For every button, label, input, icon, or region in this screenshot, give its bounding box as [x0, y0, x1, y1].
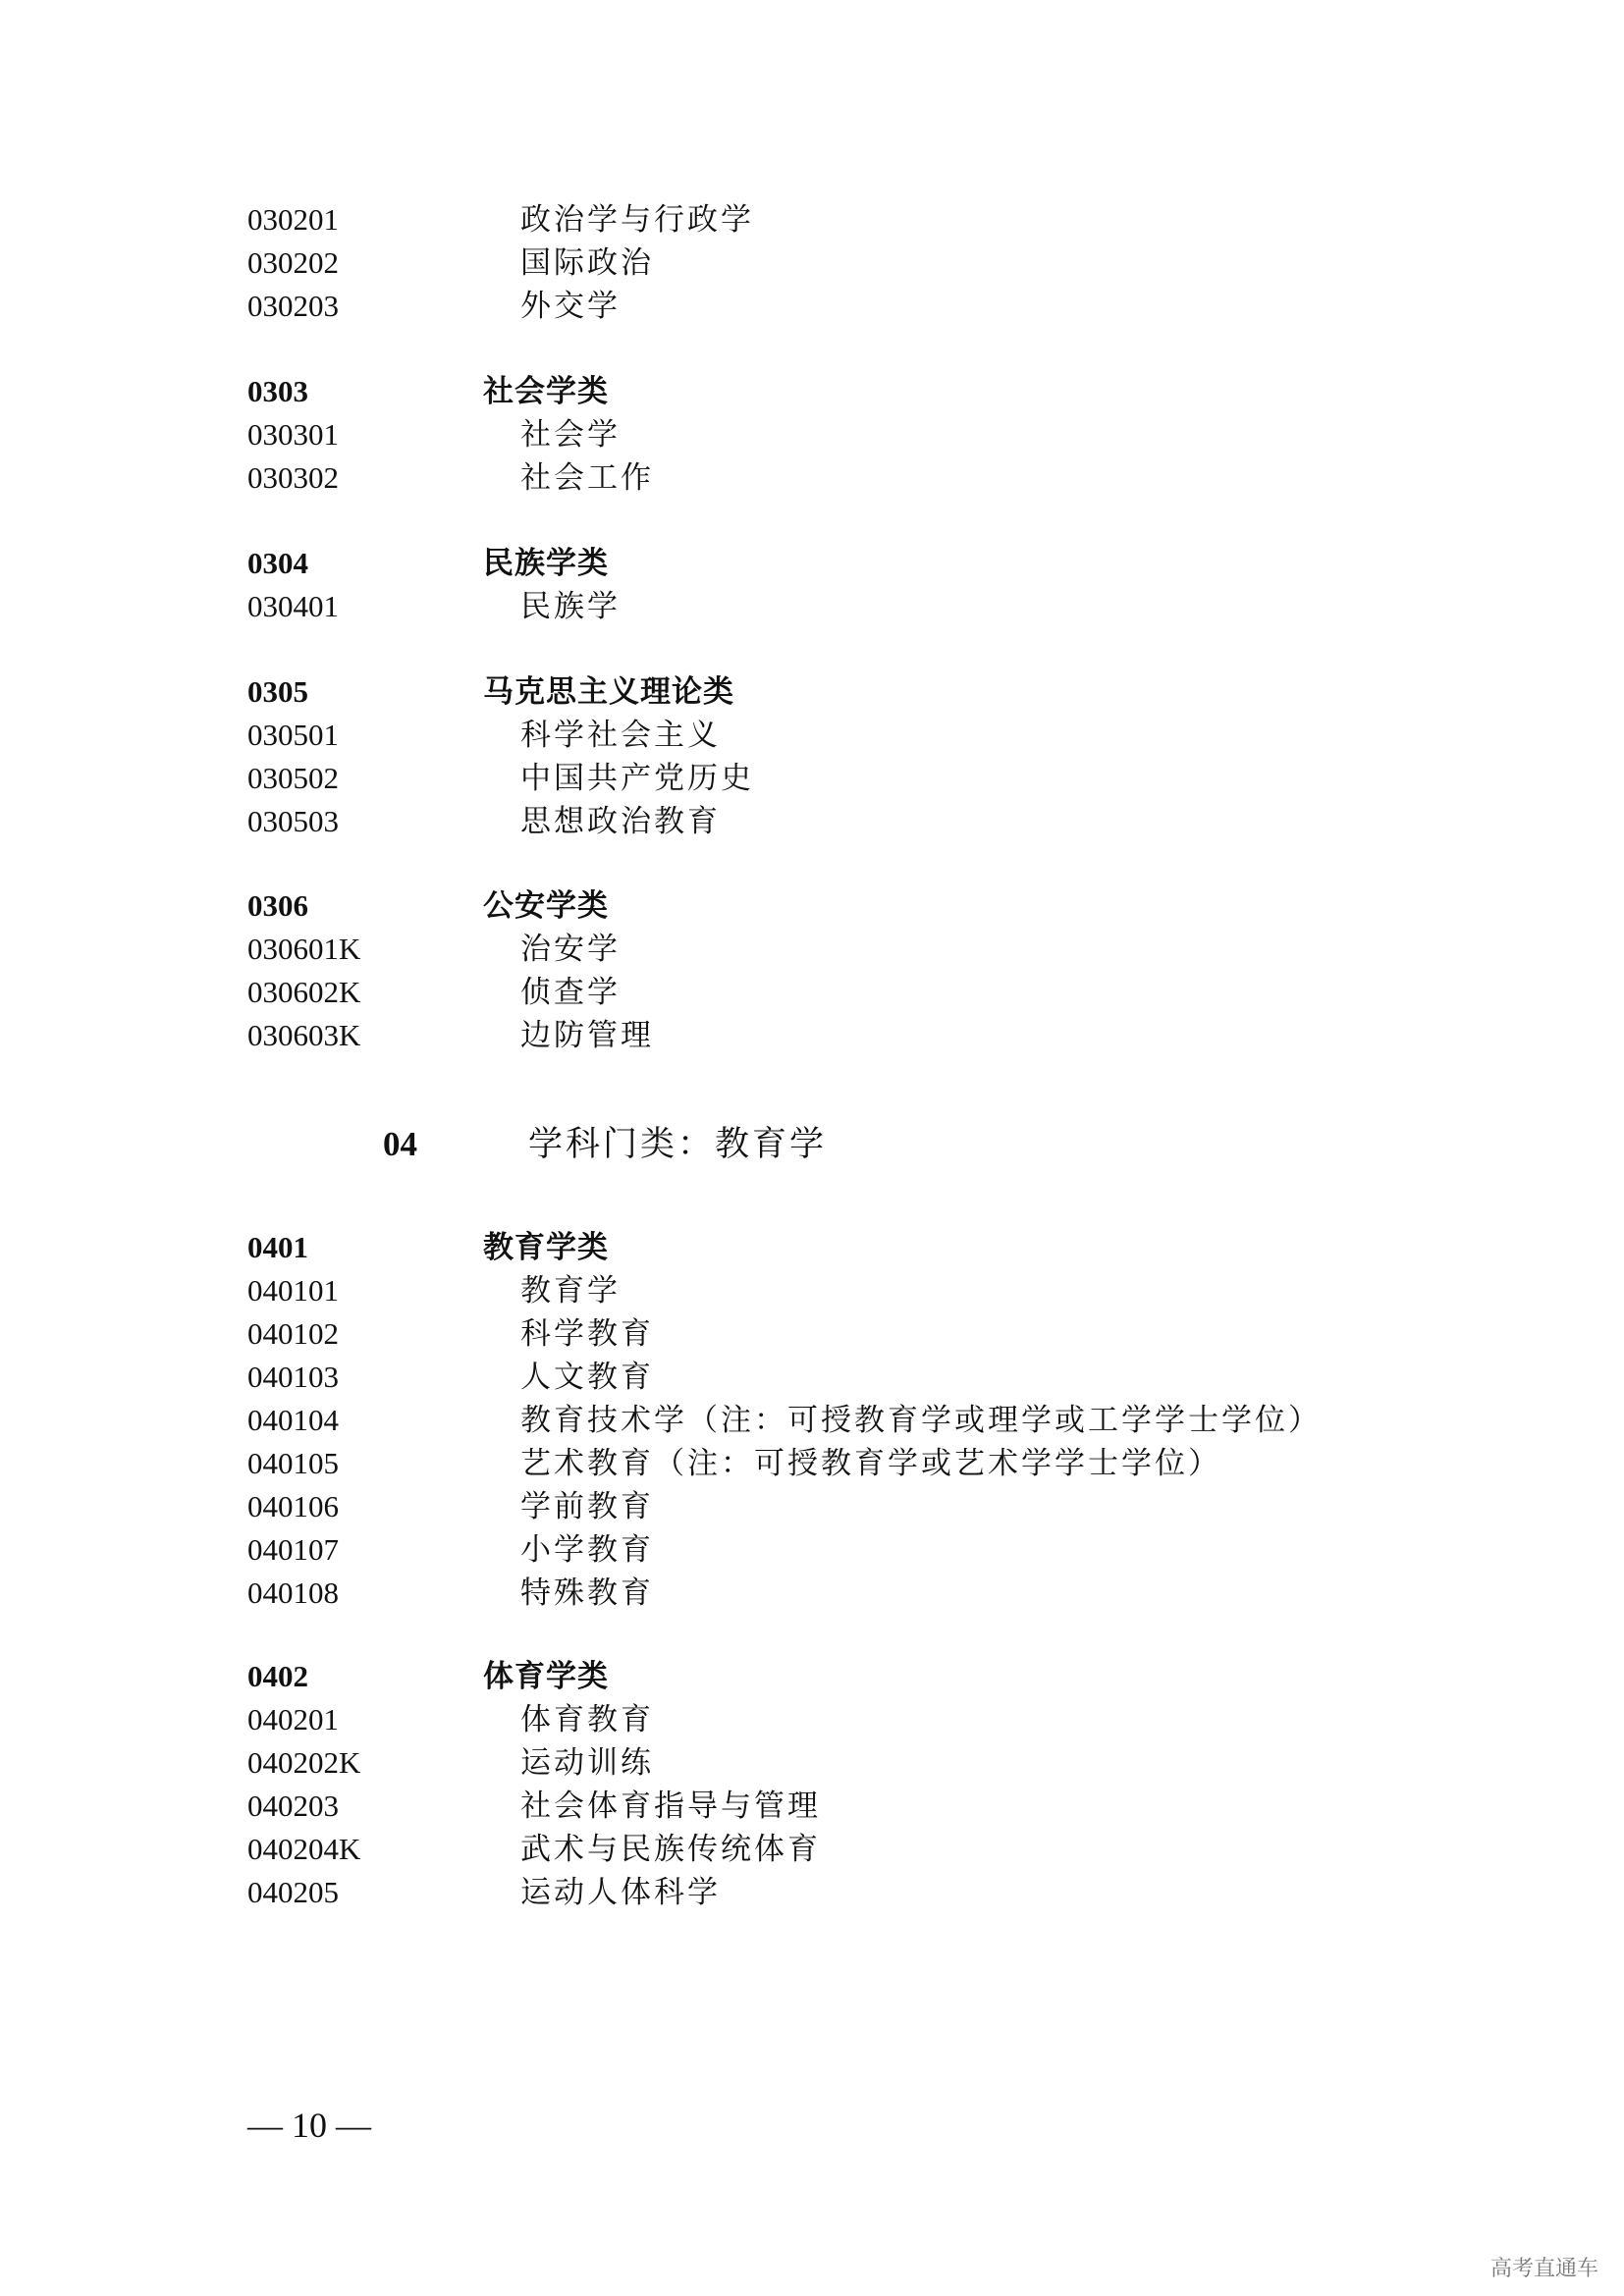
major-row: [247, 198, 1426, 241]
category-name: 教育学类: [483, 1230, 609, 1265]
major-code: 040201: [247, 1702, 339, 1736]
major-code: 040102: [247, 1316, 339, 1351]
major-name: 政治学与行政学: [520, 202, 754, 238]
major-row: [247, 757, 1426, 800]
major-row: [247, 585, 1426, 628]
major-row: [247, 714, 1426, 757]
category-name: 民族学类: [483, 546, 609, 581]
major-name: 科学教育: [520, 1316, 654, 1352]
major-code: 030201: [247, 202, 339, 237]
major-code: 040205: [247, 1875, 339, 1909]
major-code: 030603K: [247, 1018, 361, 1052]
major-name: 社会体育指导与管理: [520, 1789, 821, 1824]
major-code: 030301: [247, 417, 339, 452]
major-group-0305: [247, 670, 1426, 843]
major-group-0304: [247, 542, 1426, 628]
major-row: [247, 1528, 1426, 1572]
category-header: [247, 884, 1426, 928]
category-code: 0306: [247, 888, 308, 923]
category-name: 体育学类: [483, 1659, 609, 1694]
major-name: 科学社会主义: [520, 718, 721, 753]
major-code: 030601K: [247, 932, 361, 966]
major-group-0306: [247, 884, 1426, 1057]
category-header: [247, 370, 1426, 413]
major-name: 运动人体科学: [520, 1875, 721, 1910]
major-name: 民族学: [520, 589, 621, 624]
major-name: 教育技术学（注：可授教育学或理学或工学学士学位）: [520, 1403, 1322, 1438]
category-header: [247, 1226, 1426, 1269]
major-name: 教育学: [520, 1273, 621, 1308]
major-code: 040202K: [247, 1745, 361, 1780]
category-header: [247, 542, 1426, 585]
major-name: 外交学: [520, 289, 621, 324]
major-row: [247, 1399, 1426, 1442]
major-group-0401: [247, 1226, 1426, 1615]
discipline-name: 学科门类：教育学: [528, 1125, 828, 1164]
major-code: 040204K: [247, 1832, 361, 1866]
major-code: 040203: [247, 1789, 339, 1823]
major-code: 030502: [247, 761, 339, 795]
major-name: 小学教育: [520, 1532, 654, 1568]
major-code: 030401: [247, 589, 339, 623]
major-name: 学前教育: [520, 1489, 654, 1524]
major-row: [247, 971, 1426, 1014]
category-code: 0402: [247, 1659, 308, 1693]
major-name: 人文教育: [520, 1360, 654, 1395]
major-name: 社会工作: [520, 460, 654, 496]
major-row: [247, 1741, 1426, 1785]
category-code: 0303: [247, 374, 308, 408]
category-code: 0305: [247, 674, 308, 709]
category-code: 0304: [247, 546, 308, 580]
major-row: [247, 1312, 1426, 1356]
major-code: 040103: [247, 1360, 339, 1394]
major-name: 特殊教育: [520, 1575, 654, 1611]
major-row: [247, 1871, 1426, 1914]
major-row: [247, 1785, 1426, 1828]
category-name: 马克思主义理论类: [483, 674, 734, 710]
major-name: 运动训练: [520, 1745, 654, 1781]
major-name: 武术与民族传统体育: [520, 1832, 821, 1867]
major-row: [247, 241, 1426, 285]
category-name: 公安学类: [483, 888, 609, 924]
major-name: 体育教育: [520, 1702, 654, 1737]
major-name: 中国共产党历史: [520, 761, 754, 796]
major-row: [247, 800, 1426, 843]
major-row: [247, 413, 1426, 456]
major-row: [247, 928, 1426, 971]
major-code: 030202: [247, 245, 339, 280]
major-group-0303: [247, 370, 1426, 500]
major-name: 国际政治: [520, 245, 654, 281]
discipline-code: 04: [383, 1125, 417, 1163]
major-row: [247, 1485, 1426, 1528]
major-code: 040106: [247, 1489, 339, 1523]
major-name: 治安学: [520, 932, 621, 967]
watermark: 高考直通车: [1489, 2257, 1598, 2281]
major-row: [247, 285, 1426, 328]
major-code: 040108: [247, 1575, 339, 1610]
category-code: 0401: [247, 1230, 308, 1264]
major-row: [247, 456, 1426, 500]
major-name: 社会学: [520, 417, 621, 453]
major-group-0402: [247, 1655, 1426, 1914]
category-header: [247, 1655, 1426, 1698]
major-row: [247, 1269, 1426, 1312]
category-name: 社会学类: [483, 374, 609, 409]
major-code: 030503: [247, 804, 339, 838]
major-name: 艺术教育（注：可授教育学或艺术学学士学位）: [520, 1446, 1221, 1481]
major-code: 030302: [247, 460, 339, 495]
page-number: — 10 —: [247, 2106, 371, 2145]
major-row: [247, 1698, 1426, 1741]
major-name: 思想政治教育: [520, 804, 721, 839]
major-code: 030501: [247, 718, 339, 752]
major-row: [247, 1572, 1426, 1615]
category-header: [247, 670, 1426, 714]
major-code: 040101: [247, 1273, 339, 1308]
major-code: 040104: [247, 1403, 339, 1437]
major-code: 040105: [247, 1446, 339, 1480]
major-row: [247, 1014, 1426, 1057]
major-row: [247, 1828, 1426, 1871]
major-name: 侦查学: [520, 975, 621, 1010]
major-name: 边防管理: [520, 1018, 654, 1053]
major-row: [247, 1442, 1426, 1485]
major-group-0302-continued: [247, 198, 1426, 328]
major-code: 030602K: [247, 975, 361, 1009]
major-code: 030203: [247, 289, 339, 323]
major-code: 040107: [247, 1532, 339, 1567]
major-row: [247, 1356, 1426, 1399]
